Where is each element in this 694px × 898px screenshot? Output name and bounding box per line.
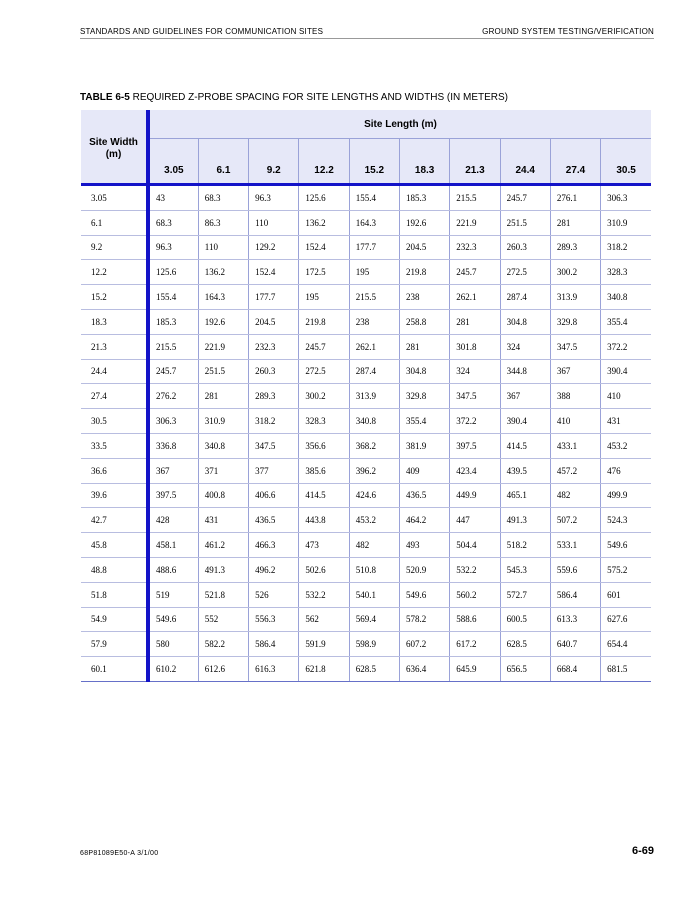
spacing-cell: 164.3 [198, 285, 248, 310]
site-length-column-header: 6.1 [198, 139, 248, 185]
spacing-cell: 204.5 [249, 309, 299, 334]
spacing-cell: 617.2 [450, 632, 500, 657]
spacing-cell: 260.3 [249, 359, 299, 384]
spacing-cell: 301.8 [450, 334, 500, 359]
spacing-cell: 245.7 [500, 185, 550, 211]
spacing-cell: 518.2 [500, 533, 550, 558]
spacing-cell: 129.2 [249, 235, 299, 260]
site-width-cell: 48.8 [81, 557, 148, 582]
table-row [81, 582, 651, 607]
spacing-cell: 110 [249, 210, 299, 235]
spacing-cell: 195 [299, 285, 349, 310]
spacing-cell: 328.3 [299, 409, 349, 434]
site-width-cell: 27.4 [81, 384, 148, 409]
spacing-cell: 215.5 [148, 334, 198, 359]
spacing-cell: 397.5 [148, 483, 198, 508]
spacing-cell: 549.6 [601, 533, 651, 558]
spacing-cell: 414.5 [500, 433, 550, 458]
spacing-cell: 313.9 [550, 285, 600, 310]
spacing-cell: 318.2 [601, 235, 651, 260]
spacing-cell: 645.9 [450, 657, 500, 682]
spacing-cell: 232.3 [450, 235, 500, 260]
table-row [81, 210, 651, 235]
spacing-cell: 493 [399, 533, 449, 558]
site-length-column-header: 21.3 [450, 139, 500, 185]
spacing-cell: 262.1 [349, 334, 399, 359]
spacing-cell: 588.6 [450, 607, 500, 632]
spacing-cell: 457.2 [550, 458, 600, 483]
spacing-cell: 591.9 [299, 632, 349, 657]
spacing-cell: 610.2 [148, 657, 198, 682]
site-width-cell: 3.05 [81, 185, 148, 211]
table-row [81, 334, 651, 359]
spacing-cell: 367 [148, 458, 198, 483]
site-width-cell: 24.4 [81, 359, 148, 384]
spacing-cell: 377 [249, 458, 299, 483]
spacing-cell: 372.2 [601, 334, 651, 359]
spacing-cell: 329.8 [550, 309, 600, 334]
spacing-cell: 177.7 [349, 235, 399, 260]
spacing-cell: 396.2 [349, 458, 399, 483]
spacing-cell: 397.5 [450, 433, 500, 458]
spacing-cell: 598.9 [349, 632, 399, 657]
spacing-cell: 136.2 [198, 260, 248, 285]
table-row [81, 508, 651, 533]
spacing-cell: 409 [399, 458, 449, 483]
spacing-cell: 245.7 [450, 260, 500, 285]
spacing-cell: 347.5 [450, 384, 500, 409]
spacing-cell: 526 [249, 582, 299, 607]
site-length-header: Site Length (m) [148, 110, 651, 139]
site-width-cell: 51.8 [81, 582, 148, 607]
spacing-cell: 304.8 [500, 309, 550, 334]
page-number: 6-69 [631, 845, 654, 857]
spacing-cell: 177.7 [249, 285, 299, 310]
site-width-cell: 21.3 [81, 334, 148, 359]
spacing-cell: 580 [148, 632, 198, 657]
spacing-cell: 238 [349, 309, 399, 334]
spacing-cell: 245.7 [148, 359, 198, 384]
site-width-cell: 45.8 [81, 533, 148, 558]
spacing-cell: 431 [198, 508, 248, 533]
spacing-cell: 155.4 [349, 185, 399, 211]
spacing-cell: 281 [399, 334, 449, 359]
spacing-cell: 258.8 [399, 309, 449, 334]
spacing-cell: 289.3 [550, 235, 600, 260]
spacing-cell: 281 [550, 210, 600, 235]
site-length-values-row [81, 139, 651, 185]
spacing-cell: 552 [198, 607, 248, 632]
spacing-cell: 406.6 [249, 483, 299, 508]
spacing-cell: 476 [601, 458, 651, 483]
table-row [81, 607, 651, 632]
spacing-cell: 582.2 [198, 632, 248, 657]
document-number: 68P81089E50-A 3/1/00 [80, 850, 159, 857]
spacing-cell: 381.9 [399, 433, 449, 458]
spacing-cell: 306.3 [601, 185, 651, 211]
table-title: REQUIRED Z-PROBE SPACING FOR SITE LENGTHS AND WIDTHS (IN METERS) [132, 92, 509, 103]
spacing-cell: 287.4 [500, 285, 550, 310]
spacing-cell: 215.5 [450, 185, 500, 211]
spacing-cell: 556.3 [249, 607, 299, 632]
spacing-cell: 347.5 [550, 334, 600, 359]
spacing-cell: 152.4 [299, 235, 349, 260]
spacing-cell: 496.2 [249, 557, 299, 582]
table-body [81, 185, 651, 682]
spacing-cell: 499.9 [601, 483, 651, 508]
spacing-cell: 559.6 [550, 557, 600, 582]
spacing-cell: 310.9 [198, 409, 248, 434]
site-width-header-line1: Site Width [89, 137, 138, 148]
spacing-cell: 262.1 [450, 285, 500, 310]
spacing-cell: 616.3 [249, 657, 299, 682]
spacing-cell: 461.2 [198, 533, 248, 558]
spacing-cell: 586.4 [550, 582, 600, 607]
spacing-cell: 385.6 [299, 458, 349, 483]
spacing-cell: 300.2 [299, 384, 349, 409]
spacing-cell: 627.6 [601, 607, 651, 632]
spacing-cell: 251.5 [500, 210, 550, 235]
site-width-header [81, 110, 148, 185]
spacing-cell: 251.5 [198, 359, 248, 384]
spacing-cell: 367 [550, 359, 600, 384]
spacing-cell: 371 [198, 458, 248, 483]
table-row [81, 260, 651, 285]
spacing-cell: 185.3 [399, 185, 449, 211]
spacing-cell: 532.2 [299, 582, 349, 607]
spacing-cell: 436.5 [399, 483, 449, 508]
spacing-cell: 195 [349, 260, 399, 285]
spacing-cell: 410 [550, 409, 600, 434]
spacing-cell: 654.4 [601, 632, 651, 657]
table-row [81, 533, 651, 558]
table-number: TABLE 6-5 [80, 92, 130, 103]
spacing-cell: 640.7 [550, 632, 600, 657]
running-header-left: STANDARDS AND GUIDELINES FOR COMMUNICATION SITES [80, 27, 324, 36]
spacing-cell: 367 [500, 384, 550, 409]
spacing-cell: 155.4 [148, 285, 198, 310]
spacing-cell: 324 [500, 334, 550, 359]
spacing-cell: 192.6 [198, 309, 248, 334]
spacing-cell: 524.3 [601, 508, 651, 533]
spacing-cell: 504.4 [450, 533, 500, 558]
site-length-column-header: 24.4 [500, 139, 550, 185]
spacing-cell: 219.8 [399, 260, 449, 285]
spacing-cell: 414.5 [299, 483, 349, 508]
spacing-cell: 488.6 [148, 557, 198, 582]
spacing-cell: 328.3 [601, 260, 651, 285]
spacing-cell: 431 [601, 409, 651, 434]
spacing-cell: 96.3 [249, 185, 299, 211]
table-row [81, 309, 651, 334]
spacing-cell: 668.4 [550, 657, 600, 682]
spacing-cell: 355.4 [601, 309, 651, 334]
running-header-right: GROUND SYSTEM TESTING/VERIFICATION [482, 27, 654, 36]
spacing-cell: 324 [450, 359, 500, 384]
site-width-cell: 12.2 [81, 260, 148, 285]
spacing-cell: 306.3 [148, 409, 198, 434]
spacing-cell: 586.4 [249, 632, 299, 657]
site-width-cell: 54.9 [81, 607, 148, 632]
spacing-cell: 482 [550, 483, 600, 508]
spacing-cell: 232.3 [249, 334, 299, 359]
spacing-cell: 110 [198, 235, 248, 260]
spacing-cell: 355.4 [399, 409, 449, 434]
spacing-cell: 368.2 [349, 433, 399, 458]
spacing-cell: 578.2 [399, 607, 449, 632]
table-row [81, 235, 651, 260]
spacing-cell: 390.4 [500, 409, 550, 434]
spacing-cell: 245.7 [299, 334, 349, 359]
site-length-column-header: 15.2 [349, 139, 399, 185]
spacing-cell: 313.9 [349, 384, 399, 409]
site-length-column-header: 12.2 [299, 139, 349, 185]
spacing-cell: 428 [148, 508, 198, 533]
spacing-cell: 540.1 [349, 582, 399, 607]
spacing-cell: 549.6 [148, 607, 198, 632]
spacing-cell: 43 [148, 185, 198, 211]
spacing-cell: 400.8 [198, 483, 248, 508]
spacing-cell: 390.4 [601, 359, 651, 384]
site-width-cell: 6.1 [81, 210, 148, 235]
site-length-column-header: 27.4 [550, 139, 600, 185]
spacing-cell: 152.4 [249, 260, 299, 285]
spacing-cell: 466.3 [249, 533, 299, 558]
table-caption [80, 92, 508, 103]
table-row [81, 557, 651, 582]
site-width-cell: 15.2 [81, 285, 148, 310]
site-length-column-header: 18.3 [399, 139, 449, 185]
table-row [81, 483, 651, 508]
table-row [81, 433, 651, 458]
site-length-column-header: 3.05 [148, 139, 198, 185]
spacing-cell: 613.3 [550, 607, 600, 632]
spacing-cell: 276.1 [550, 185, 600, 211]
spacing-cell: 447 [450, 508, 500, 533]
table-row [81, 359, 651, 384]
spacing-cell: 636.4 [399, 657, 449, 682]
table-row [81, 384, 651, 409]
header-rule [80, 38, 654, 39]
spacing-cell: 510.8 [349, 557, 399, 582]
spacing-cell: 272.5 [500, 260, 550, 285]
spacing-cell: 96.3 [148, 235, 198, 260]
spacing-cell: 601 [601, 582, 651, 607]
spacing-cell: 287.4 [349, 359, 399, 384]
spacing-cell: 491.3 [198, 557, 248, 582]
spacing-cell: 192.6 [399, 210, 449, 235]
spacing-cell: 656.5 [500, 657, 550, 682]
site-width-cell: 39.6 [81, 483, 148, 508]
site-width-cell: 57.9 [81, 632, 148, 657]
site-width-cell: 18.3 [81, 309, 148, 334]
spacing-cell: 340.8 [601, 285, 651, 310]
spacing-cell: 260.3 [500, 235, 550, 260]
table-row [81, 409, 651, 434]
table-row [81, 185, 651, 211]
spacing-cell: 458.1 [148, 533, 198, 558]
spacing-cell: 449.9 [450, 483, 500, 508]
site-length-column-header: 30.5 [601, 139, 651, 185]
spacing-cell: 304.8 [399, 359, 449, 384]
spacing-cell: 68.3 [148, 210, 198, 235]
spacing-cell: 276.2 [148, 384, 198, 409]
spacing-cell: 423.4 [450, 458, 500, 483]
table-row [81, 285, 651, 310]
table-row [81, 657, 651, 682]
spacing-cell: 607.2 [399, 632, 449, 657]
spacing-cell: 289.3 [249, 384, 299, 409]
table-row [81, 632, 651, 657]
site-width-cell: 42.7 [81, 508, 148, 533]
spacing-cell: 424.6 [349, 483, 399, 508]
spacing-cell: 569.4 [349, 607, 399, 632]
spacing-cell: 356.6 [299, 433, 349, 458]
spacing-cell: 600.5 [500, 607, 550, 632]
spacing-cell: 502.6 [299, 557, 349, 582]
spacing-cell: 465.1 [500, 483, 550, 508]
spacing-cell: 340.8 [198, 433, 248, 458]
spacing-cell: 388 [550, 384, 600, 409]
spacing-cell: 433.1 [550, 433, 600, 458]
spacing-cell: 125.6 [299, 185, 349, 211]
spacing-cell: 473 [299, 533, 349, 558]
spacing-cell: 310.9 [601, 210, 651, 235]
spacing-cell: 221.9 [450, 210, 500, 235]
spacing-cell: 238 [399, 285, 449, 310]
spacing-cell: 372.2 [450, 409, 500, 434]
z-probe-spacing-table [81, 110, 651, 682]
spacing-cell: 681.5 [601, 657, 651, 682]
spacing-cell: 612.6 [198, 657, 248, 682]
spacing-cell: 453.2 [349, 508, 399, 533]
spacing-cell: 628.5 [500, 632, 550, 657]
site-width-header-line2: (m) [105, 149, 122, 160]
spacing-cell: 318.2 [249, 409, 299, 434]
spacing-cell: 482 [349, 533, 399, 558]
site-width-cell: 33.5 [81, 433, 148, 458]
spacing-cell: 621.8 [299, 657, 349, 682]
spacing-cell: 215.5 [349, 285, 399, 310]
spacing-cell: 136.2 [299, 210, 349, 235]
spacing-cell: 300.2 [550, 260, 600, 285]
spacing-cell: 560.2 [450, 582, 500, 607]
spacing-cell: 520.9 [399, 557, 449, 582]
spacing-cell: 125.6 [148, 260, 198, 285]
spacing-cell: 340.8 [349, 409, 399, 434]
spacing-cell: 221.9 [198, 334, 248, 359]
spacing-cell: 164.3 [349, 210, 399, 235]
site-width-cell: 36.6 [81, 458, 148, 483]
spacing-cell: 204.5 [399, 235, 449, 260]
spacing-cell: 281 [450, 309, 500, 334]
spacing-cell: 443.8 [299, 508, 349, 533]
spacing-cell: 532.2 [450, 557, 500, 582]
spacing-cell: 336.8 [148, 433, 198, 458]
spacing-cell: 344.8 [500, 359, 550, 384]
spacing-cell: 628.5 [349, 657, 399, 682]
spacing-cell: 439.5 [500, 458, 550, 483]
spacing-cell: 575.2 [601, 557, 651, 582]
spacing-cell: 464.2 [399, 508, 449, 533]
spacing-cell: 533.1 [550, 533, 600, 558]
spacing-cell: 562 [299, 607, 349, 632]
spacing-cell: 453.2 [601, 433, 651, 458]
spacing-cell: 347.5 [249, 433, 299, 458]
spacing-cell: 491.3 [500, 508, 550, 533]
spacing-cell: 410 [601, 384, 651, 409]
site-length-column-header: 9.2 [249, 139, 299, 185]
spacing-cell: 549.6 [399, 582, 449, 607]
spacing-cell: 329.8 [399, 384, 449, 409]
spacing-cell: 507.2 [550, 508, 600, 533]
spacing-cell: 545.3 [500, 557, 550, 582]
spacing-cell: 272.5 [299, 359, 349, 384]
spacing-cell: 572.7 [500, 582, 550, 607]
site-width-cell: 60.1 [81, 657, 148, 682]
spacing-cell: 436.5 [249, 508, 299, 533]
spacing-cell: 172.5 [299, 260, 349, 285]
table-row [81, 458, 651, 483]
spacing-cell: 521.8 [198, 582, 248, 607]
spacing-cell: 219.8 [299, 309, 349, 334]
spacing-cell: 68.3 [198, 185, 248, 211]
spacing-cell: 86.3 [198, 210, 248, 235]
spacing-cell: 185.3 [148, 309, 198, 334]
spacing-cell: 281 [198, 384, 248, 409]
site-width-cell: 30.5 [81, 409, 148, 434]
spacing-cell: 519 [148, 582, 198, 607]
site-width-cell: 9.2 [81, 235, 148, 260]
